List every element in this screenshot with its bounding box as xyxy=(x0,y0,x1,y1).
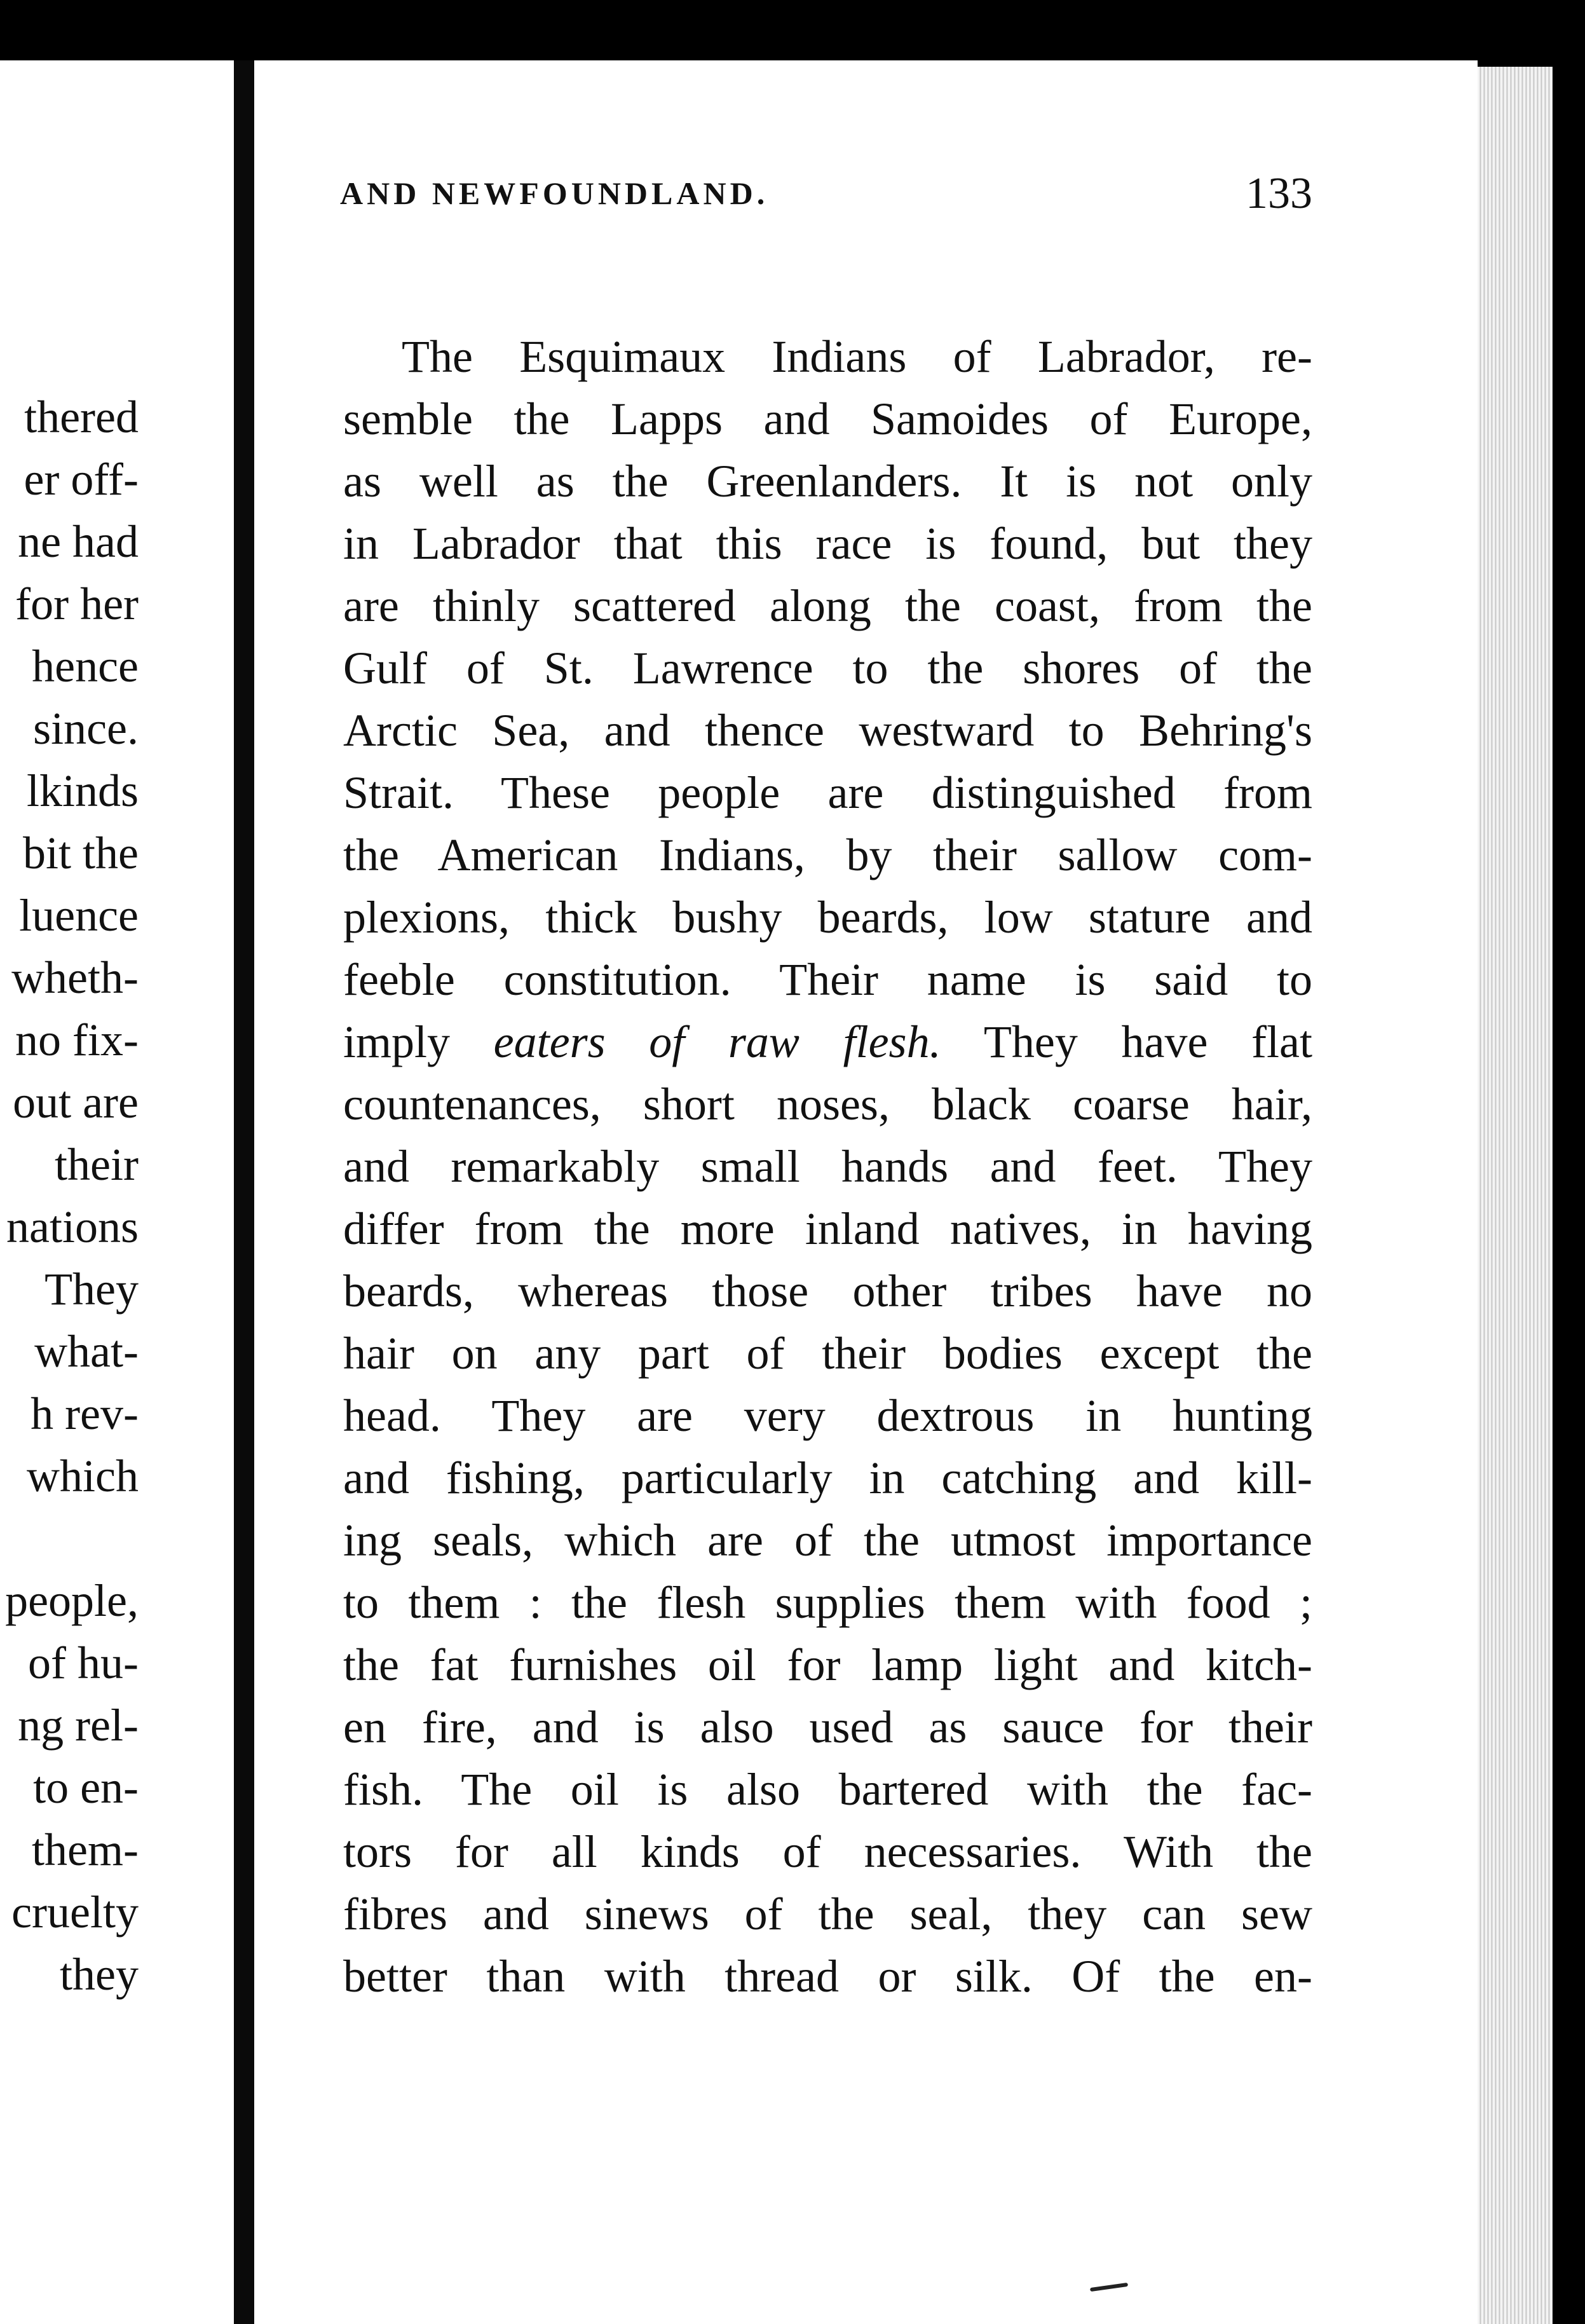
left-page-line: hence xyxy=(32,641,139,692)
left-page-line: luence xyxy=(19,890,139,941)
body-line: hair on any part of their bodies except the xyxy=(343,1328,1312,1379)
page-edge-stack xyxy=(1478,67,1553,2324)
body-line-text: They have flat xyxy=(983,1016,1312,1067)
body-line: Arctic Sea, and thence westward to Behring's xyxy=(343,705,1312,756)
left-page-line: to en- xyxy=(33,1762,139,1813)
page-number: 133 xyxy=(1246,169,1312,218)
body-line-text: imply xyxy=(343,1016,451,1067)
body-line: tors for all kinds of necessaries. With the xyxy=(343,1826,1312,1877)
left-page-line: thered xyxy=(24,392,139,442)
body-line: the fat furnishes oil for lamp light and kitch- xyxy=(343,1639,1312,1690)
left-page-line: wheth- xyxy=(11,952,139,1003)
left-page-line: er off- xyxy=(24,454,139,505)
body-line: differ from the more inland natives, in having xyxy=(343,1203,1312,1254)
body-line: feeble constitution. Their name is said to xyxy=(343,954,1312,1005)
body-line: plexions, thick bushy beards, low stature and xyxy=(343,892,1312,943)
running-head xyxy=(340,168,1312,219)
body-line: beards, whereas those other tribes have no xyxy=(343,1266,1312,1316)
body-line: ing seals, which are of the utmost importance xyxy=(343,1515,1312,1566)
left-page-line: them- xyxy=(32,1824,139,1875)
left-page-text xyxy=(0,386,139,2006)
left-page-line: people, xyxy=(5,1575,139,1626)
left-page-line: they xyxy=(60,1949,139,2000)
left-page-line: since. xyxy=(33,703,139,754)
body-line: better than with thread or silk. Of the en- xyxy=(343,1951,1312,2002)
body-line: in Labrador that this race is found, but they xyxy=(343,518,1312,569)
body-line: Strait. These people are distinguished from xyxy=(343,767,1312,818)
left-page-line: out are xyxy=(13,1077,139,1128)
left-page-line: They xyxy=(44,1264,139,1315)
left-page-line: nations xyxy=(6,1201,139,1252)
book-gutter xyxy=(234,60,254,2324)
running-title: AND NEWFOUNDLAND. xyxy=(340,175,769,211)
body-text xyxy=(343,325,1312,2007)
left-page-blank-line xyxy=(0,1507,139,1569)
body-line: and fishing, particularly in catching and kill- xyxy=(343,1452,1312,1503)
body-line: en fire, and is also used as sauce for their xyxy=(343,1702,1312,1753)
body-line: the American Indians, by their sallow com- xyxy=(343,830,1312,880)
left-page-line: no fix- xyxy=(15,1015,139,1065)
body-line: are thinly scattered along the coast, from the xyxy=(343,580,1312,631)
body-line: semble the Lapps and Samoides of Europe, xyxy=(343,393,1312,444)
left-page-line: what- xyxy=(34,1326,139,1377)
left-page-line: for her xyxy=(15,578,139,629)
left-page-line: h rev- xyxy=(31,1388,139,1439)
left-page-line: cruelty xyxy=(11,1887,139,1938)
left-page-line: lkinds xyxy=(26,765,139,816)
left-page-line: ne had xyxy=(18,516,139,567)
body-line: to them : the flesh supplies them with food ; xyxy=(343,1577,1312,1628)
left-page-line: bit the xyxy=(23,828,139,878)
body-line: fibres and sinews of the seal, they can sew xyxy=(343,1889,1312,1939)
body-line: and remarkably small hands and feet. They xyxy=(343,1141,1312,1192)
body-line: fish. The oil is also bartered with the fac- xyxy=(343,1764,1312,1815)
left-page-line: their xyxy=(55,1139,139,1190)
left-page-line: of hu- xyxy=(28,1637,139,1688)
italic-phrase: eaters of raw flesh. xyxy=(493,1016,941,1067)
body-line: Gulf of St. Lawrence to the shores of the xyxy=(343,643,1312,694)
left-facing-page xyxy=(0,60,234,2324)
body-line: head. They are very dextrous in hunting xyxy=(343,1390,1312,1441)
body-line-with-italic xyxy=(343,1011,1312,1073)
body-line: countenances, short noses, black coarse hair, xyxy=(343,1079,1312,1130)
left-page-line: which xyxy=(27,1451,139,1501)
left-page-line: ng rel- xyxy=(18,1700,139,1751)
body-line: The Esquimaux Indians of Labrador, re- xyxy=(402,331,1312,382)
body-line: as well as the Greenlanders. It is not only xyxy=(343,456,1312,507)
